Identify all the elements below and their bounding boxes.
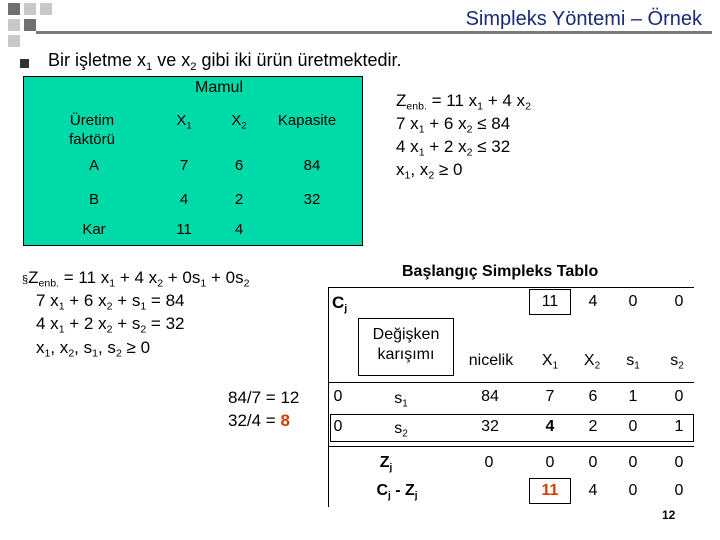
cj-zj-value: 0 [674, 482, 684, 499]
quantity-value: 84 [481, 388, 499, 405]
zj-label: $Z_j$ [379, 454, 393, 474]
std-constraint-2: 4 $x_1 + 2$ $x_2 + s_2 = 32$ [36, 314, 185, 336]
basis-var: $s_1$ [394, 390, 408, 410]
cell-value: 84 [303, 157, 321, 174]
product-table [23, 76, 363, 246]
cj-value: 0 [674, 293, 684, 310]
row-label: A [88, 157, 99, 174]
cj-zj-label: $C_j - Z_j$ [376, 482, 418, 502]
bullet-icon [20, 59, 29, 68]
mix-header: Değişken karışımı [372, 326, 440, 363]
objective-function: $Z_{enb.} = 11$ $x_1 + 4$ $x_2$ [396, 91, 531, 113]
col-header: $X_1$ [541, 352, 559, 372]
table-group-header: Mamul [194, 79, 243, 96]
cj-value: 4 [588, 293, 598, 310]
cj-value: 0 [628, 293, 638, 310]
col-header-x2: $X_2$ [231, 112, 247, 131]
cell-value: 1 [674, 418, 684, 435]
cell-value: 0 [674, 388, 684, 405]
cell-value: 6 [234, 157, 244, 174]
col-header-capacity: Kapasite [277, 112, 337, 129]
cj-zj-value: 0 [628, 482, 638, 499]
cell-value: 4 [234, 221, 244, 238]
col-header: $s_2$ [670, 352, 684, 372]
cell-value: 4 [179, 191, 189, 208]
page-number: 12 [662, 508, 676, 522]
col-header-x1: $X_1$ [176, 112, 192, 131]
zj-value: 0 [588, 454, 598, 471]
intro-text: Bir işletme $x_1$ ve $x_2$ gibi iki ürün üretmektedir. [48, 50, 402, 73]
cell-value: 2 [234, 191, 244, 208]
simplex-title: Başlangıç Simpleks Tablo [402, 263, 599, 280]
page-title: Simpleks Yöntemi – Örnek [465, 8, 702, 30]
cell-value: 7 [179, 157, 189, 174]
cb-value: 0 [333, 418, 343, 435]
table-border [328, 287, 694, 288]
decor-square [40, 3, 52, 15]
cb-value: 0 [333, 388, 343, 405]
cell-value: 32 [303, 191, 321, 208]
nonnegativity: $x_1$, $x_2 \ge 0$ [396, 160, 463, 182]
constraint-2: 4 $x_1 + 2$ $x_2 \le 32$ [396, 137, 511, 159]
ratio-2: 32/4 = 8 [228, 411, 290, 430]
table-border [328, 446, 694, 447]
quantity-value: 32 [481, 418, 499, 435]
cell-value: 2 [588, 418, 598, 435]
decor-square [8, 35, 20, 47]
cell-value: 6 [588, 388, 598, 405]
zj-quantity: 0 [484, 454, 494, 471]
ratio-1: 84/7 = 12 [228, 388, 300, 407]
cj-value: 11 [541, 293, 559, 310]
cj-label: $C_j$ [332, 293, 348, 315]
table-border [328, 287, 329, 507]
table-border [328, 382, 694, 383]
title-underline [36, 31, 712, 34]
pivot-element: 4 [545, 418, 555, 435]
zj-value: 0 [628, 454, 638, 471]
zj-value: 0 [674, 454, 684, 471]
cell-value: 11 [176, 221, 192, 238]
decor-square [24, 3, 36, 15]
cell-value: 7 [545, 388, 555, 405]
cell-value: 0 [628, 418, 638, 435]
row-label: Kar [82, 221, 106, 238]
zj-value: 0 [545, 454, 555, 471]
cj-zj-value: 11 [541, 482, 559, 499]
constraint-1: 7 $x_1 + 6$ $x_2 \le 84$ [396, 114, 511, 136]
std-constraint-1: 7 $x_1 + 6$ $x_2 + s_1 = 84$ [36, 291, 185, 313]
col-header: $s_1$ [626, 352, 640, 372]
decor-square [24, 19, 36, 31]
std-objective: $\S Z_{enb.} = 11$ $x_1 + 4$ $x_2 + 0s_1 + 0s_2$ [22, 268, 250, 290]
quantity-header: nicelik [468, 352, 514, 369]
col-header-factor: Üretim faktörü [69, 112, 115, 148]
cj-zj-value: 4 [588, 482, 598, 499]
decor-square [8, 3, 20, 15]
cell-value: 1 [628, 388, 638, 405]
decor-square [8, 19, 20, 31]
basis-var: $s_2$ [394, 420, 408, 440]
col-header: $X_2$ [583, 352, 601, 372]
row-label: B [88, 191, 99, 208]
std-nonnegativity: $x_1$, $x_2$, $s_1$, $s_2 \ge 0$ [36, 338, 151, 360]
